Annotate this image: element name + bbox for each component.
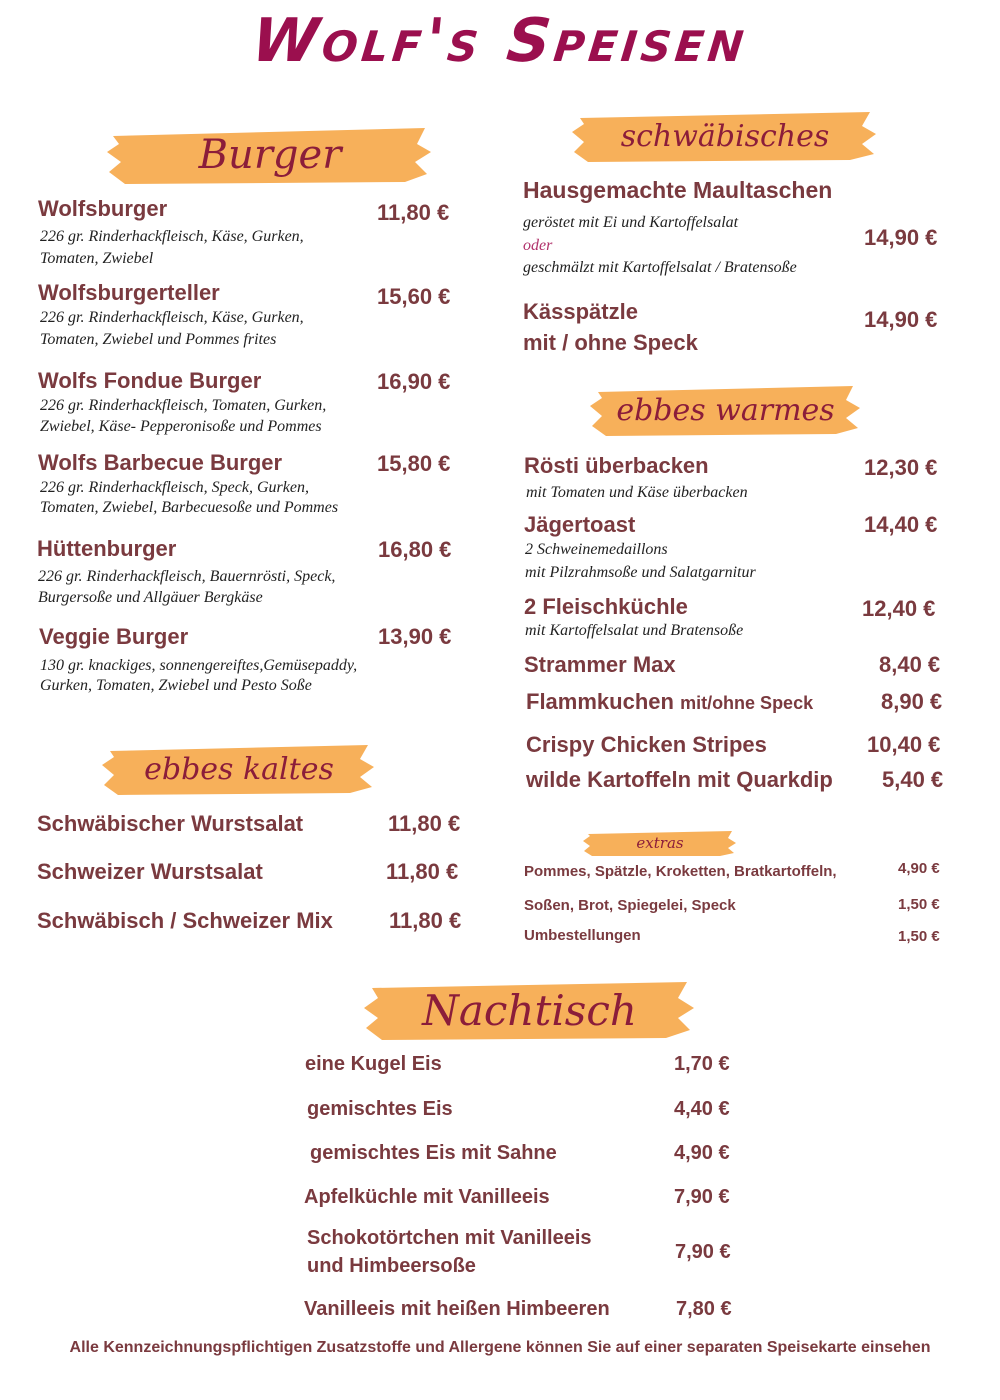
menu-item-desc: Tomaten, Zwiebel und Pommes frites [40, 331, 277, 348]
menu-item-price: 12,40 € [862, 596, 936, 621]
menu-item-price: 11,80 € [388, 811, 461, 836]
section-title-extras: extras [636, 834, 684, 852]
menu-item-desc: 226 gr. Rinderhackfleisch, Käse, Gurken, [40, 309, 304, 326]
menu-item-price: 11,80 € [377, 200, 450, 225]
menu-item-price: 7,80 € [676, 1298, 732, 1320]
menu-item-name: Schweizer Wurstsalat [37, 859, 263, 884]
section-title-schwaebisches: schwäbisches [620, 118, 830, 154]
extra-item-price: 1,50 € [898, 896, 940, 913]
menu-item-name: Jägertoast [524, 512, 636, 537]
section-banner-extras [582, 829, 738, 857]
menu-item-name: Hausgemachte Maultaschen [523, 177, 833, 203]
menu-item-name: Crispy Chicken Stripes [526, 732, 767, 757]
menu-item-desc-oder: oder [523, 237, 553, 254]
menu-item-name: gemischtes Eis [307, 1098, 453, 1120]
menu-item-name: Vanilleeis mit heißen Himbeeren [304, 1298, 610, 1320]
menu-item-name: Wolfs Barbecue Burger [38, 450, 283, 475]
menu-item-price: 15,60 € [377, 284, 451, 309]
menu-item-name: Schwäbisch / Schweizer Mix [37, 908, 333, 933]
menu-item-name: Wolfsburger [38, 196, 168, 221]
menu-item-name: 2 Fleischküchle [524, 594, 688, 619]
menu-item-price: 16,80 € [378, 537, 452, 562]
menu-item-desc: mit Tomaten und Käse überbacken [526, 484, 748, 501]
menu-item-desc: mit Pilzrahmsoße und Salatgarnitur [525, 564, 756, 581]
menu-item-desc: 226 gr. Rinderhackfleisch, Käse, Gurken, [40, 228, 304, 245]
menu-item-desc: geröstet mit Ei und Kartoffelsalat [523, 214, 739, 231]
section-title-warmes: ebbes warmes [616, 392, 835, 428]
menu-item-name: wilde Kartoffeln mit Quarkdip [526, 767, 833, 792]
menu-item-desc: 130 gr. knackiges, sonnengereiftes,Gemüsepaddy, [40, 657, 358, 674]
menu-item-price: 7,90 € [674, 1186, 730, 1208]
menu-item-desc: geschmälzt mit Kartoffelsalat / Bratensoße [523, 259, 797, 276]
menu-item-price: 11,80 € [389, 908, 462, 933]
extra-item-name: Pommes, Spätzle, Kroketten, Bratkartoffeln, [524, 863, 837, 880]
menu-item-desc: 226 gr. Rinderhackfleisch, Tomaten, Gurken, [40, 397, 327, 414]
menu-item-desc: Tomaten, Zwiebel [40, 250, 154, 267]
section-banner-nachtisch [362, 976, 697, 1044]
menu-item-desc: 2 Schweinemedaillons [525, 541, 668, 558]
menu-item-desc: Gurken, Tomaten, Zwiebel und Pesto Soße [40, 677, 312, 694]
allergen-notice: Alle Kennzeichnungspflichtigen Zusatzstoffe und Allergene können Sie auf einer separaten Speisekarte einsehen [69, 1339, 931, 1356]
menu-item-price: 5,40 € [882, 767, 944, 792]
menu-item-price: 16,90 € [377, 369, 451, 394]
menu-item-price: 12,30 € [864, 455, 938, 480]
menu-item-price: 7,90 € [675, 1241, 731, 1263]
menu-item-name: Strammer Max [524, 652, 676, 677]
menu-item-name: mit / ohne Speck [523, 330, 698, 355]
section-banner-warmes [588, 382, 863, 438]
extra-item-name: Umbestellungen [524, 927, 641, 944]
menu-item-price: 14,90 € [864, 307, 938, 332]
menu-item-name [526, 689, 813, 715]
menu-item-desc: mit Kartoffelsalat und Bratensoße [525, 622, 744, 639]
menu-item-price: 8,40 € [879, 652, 941, 677]
menu-item-name-text: Flammkuchen [526, 689, 674, 714]
page-title: Wolf's Speisen [248, 6, 752, 76]
menu-item-name: Wolfs Fondue Burger [38, 368, 262, 393]
menu-item-price: 4,90 € [674, 1142, 730, 1164]
menu-item-name: gemischtes Eis mit Sahne [310, 1142, 557, 1164]
menu-item-price: 11,80 € [386, 859, 459, 884]
menu-item-price: 13,90 € [378, 624, 452, 649]
menu-item-name: eine Kugel Eis [305, 1053, 442, 1075]
menu-item-name: und Himbeersoße [307, 1255, 476, 1277]
section-banner-schwaebisches [570, 108, 880, 164]
section-title-nachtisch: Nachtisch [422, 985, 637, 1035]
section-title-kaltes: ebbes kaltes [144, 751, 334, 787]
section-banner-burger [105, 122, 435, 188]
section-banner-kaltes [100, 741, 378, 797]
extra-item-price: 4,90 € [898, 860, 940, 877]
section-title-burger: Burger [198, 132, 342, 178]
menu-item-name: Apfelküchle mit Vanilleeis [304, 1186, 550, 1208]
menu-item-desc: Zwiebel, Käse- Pepperonisoße und Pommes [40, 418, 322, 435]
extra-item-price: 1,50 € [898, 928, 940, 945]
menu-item-price: 1,70 € [674, 1053, 730, 1075]
menu-item-name: Kässpätzle [523, 299, 638, 324]
menu-item-price: 10,40 € [867, 732, 941, 757]
menu-item-sub: mit/ohne Speck [680, 693, 814, 713]
menu-item-price: 14,90 € [864, 225, 938, 250]
menu-item-name: Schwäbischer Wurstsalat [37, 811, 304, 836]
menu-item-name: Veggie Burger [39, 624, 189, 649]
menu-item-price: 4,40 € [674, 1098, 730, 1120]
menu-item-desc: Tomaten, Zwiebel, Barbecuesoße und Pommes [40, 499, 339, 516]
menu-item-desc: 226 gr. Rinderhackfleisch, Speck, Gurken, [40, 479, 309, 496]
menu-item-desc: Burgersoße und Allgäuer Bergkäse [38, 589, 263, 606]
menu-item-price: 8,90 € [881, 689, 943, 714]
extra-item-name: Soßen, Brot, Spiegelei, Speck [524, 897, 736, 914]
menu-item-name: Wolfsburgerteller [38, 280, 220, 305]
menu-item-price: 14,40 € [864, 512, 938, 537]
menu-item-name: Rösti überbacken [524, 453, 709, 478]
menu-item-desc: 226 gr. Rinderhackfleisch, Bauernrösti, Speck, [38, 568, 336, 585]
menu-item-name: Hüttenburger [37, 536, 177, 561]
menu-item-price: 15,80 € [377, 451, 451, 476]
menu-item-name: Schokotörtchen mit Vanilleeis [307, 1227, 592, 1249]
